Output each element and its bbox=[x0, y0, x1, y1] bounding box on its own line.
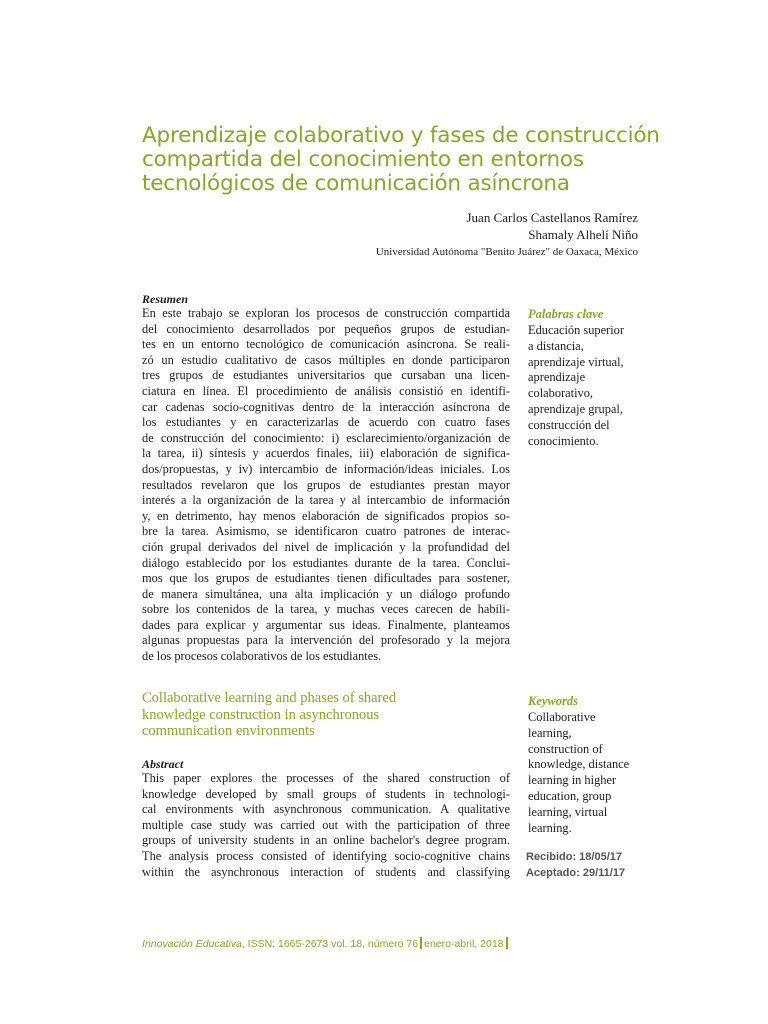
author-affiliation: Universidad Autónoma "Benito Juárez" de Oaxaca, México bbox=[375, 246, 638, 258]
abstract-body bbox=[142, 771, 510, 880]
text-line: resultados revelaron que los grupos de estudiantes prestan mayor bbox=[142, 477, 510, 492]
keyword-line: Collaborative bbox=[528, 710, 596, 724]
keyword-line: conocimiento. bbox=[528, 433, 599, 448]
keyword-line: learning, bbox=[528, 725, 572, 740]
keyword-line: aprendizaje bbox=[528, 370, 586, 385]
title-line: compartida del conocimiento en entornos bbox=[142, 147, 584, 172]
text-line: within the asynchronous interaction of students and classifying bbox=[142, 864, 510, 879]
text-line: tres grupos de estudiantes universitarios que cursaban una licen- bbox=[142, 368, 510, 383]
text-line: ciatura en línea. El procedimiento de análisis consistió en identifi- bbox=[142, 383, 510, 398]
keyword-line: education, group bbox=[528, 788, 612, 803]
footer-issn: , ISSN: 1665-2673 vol. 18, número 76 bbox=[241, 938, 419, 950]
keywords-list bbox=[528, 710, 629, 836]
text-line: la tarea, ii) síntesis y acuerdos finales, iii) elaboración de significa- bbox=[142, 446, 510, 461]
text-line: algunas propuestas para la intervención del profesorado y la mejora bbox=[142, 633, 510, 648]
text-line: los estudiantes y en caracterizarlas de acuerdo con cuatro fases bbox=[142, 415, 510, 430]
keyword-line: construcción del bbox=[528, 417, 610, 432]
english-title-line: communication environments bbox=[142, 723, 315, 739]
palabras-clave-list bbox=[528, 323, 624, 449]
text-line: del conocimiento desarrollados por pequeños grupos de estudian- bbox=[142, 321, 510, 336]
text-line: This paper explores the processes of the shared construction of bbox=[142, 771, 510, 785]
text-line: dades para explicar y argumentar sus ideas. Finalmente, planteamos bbox=[142, 617, 510, 632]
text-line: En este trabajo se exploran los procesos de construcción compartida bbox=[142, 306, 510, 320]
keyword-line: construction of bbox=[528, 741, 603, 756]
text-line: groups of university students in an online bachelor's degree program. bbox=[142, 833, 510, 848]
article-title bbox=[142, 124, 682, 196]
text-line: de manera simultánea, una alta implicación y un diálogo profundo bbox=[142, 586, 510, 601]
text-line: y, en detrimento, hay menos elaboración de significados propios so- bbox=[142, 508, 510, 523]
keyword-line: knowledge, distance bbox=[528, 757, 630, 772]
title-line: tecnológicos de comunicación asíncrona bbox=[142, 171, 570, 196]
abstract-heading: Abstract bbox=[142, 757, 184, 771]
text-line: de construcción del conocimiento: i) esclarecimiento/organización de bbox=[142, 430, 510, 445]
text-line: interés a la organización de la tarea y al intercambio de información bbox=[142, 493, 510, 508]
text-line: zó un estudio cualitativo de casos múltiples en donde participaron bbox=[142, 352, 510, 367]
keyword-line: learning, virtual bbox=[528, 804, 608, 819]
keyword-line: learning in higher bbox=[528, 773, 617, 788]
resumen-body bbox=[142, 306, 510, 665]
text-line: de los procesos colaborativos de los estudiantes. bbox=[142, 649, 382, 664]
footer-separator bbox=[420, 937, 422, 949]
keyword-line: learning. bbox=[528, 820, 572, 835]
footer-period: enero-abril, 2018 bbox=[424, 938, 504, 950]
keywords-heading: Keywords bbox=[528, 694, 578, 708]
text-line: dos/propuestas, y iv) intercambio de información/ideas iniciales. Los bbox=[142, 461, 510, 476]
text-line: multiple case study was carried out with the participation of three bbox=[142, 817, 510, 832]
resumen-heading: Resumen bbox=[142, 292, 189, 306]
journal-footer bbox=[142, 937, 510, 950]
text-line: bre la tarea. Asimismo, se identificaron cuatro patrones de interac- bbox=[142, 524, 510, 539]
text-line: ción grupal derivados del nivel de implicación y la profundidad del bbox=[142, 539, 510, 554]
keyword-line: aprendizaje grupal, bbox=[528, 401, 623, 416]
received-date: Recibido: 18/05/17 bbox=[526, 851, 622, 863]
text-line: diálogo establecido por los estudiantes durante de la tarea. Conclui- bbox=[142, 555, 510, 570]
keyword-line: a distancia, bbox=[528, 338, 584, 353]
keyword-line: colaborativo, bbox=[528, 386, 594, 401]
palabras-clave-heading: Palabras clave bbox=[528, 307, 604, 321]
author-name: Shamaly Alhelí Niño bbox=[528, 227, 638, 242]
text-line: The analysis process consisted of identifying socio-cognitive chains bbox=[142, 848, 510, 863]
text-line: mos que los grupos de estudiantes tienen dificultades para sostener, bbox=[142, 571, 510, 586]
title-line: Aprendizaje colaborativo y fases de construcción bbox=[142, 123, 660, 148]
text-line: car cadenas socio-cognitivas dentro de la interacción asíncrona de bbox=[142, 399, 510, 414]
keyword-line: Educación superior bbox=[528, 323, 624, 337]
text-line: cal environments with asynchronous communication. A qualitative bbox=[142, 802, 510, 817]
text-line: knowledge developed by small groups of students in technologi- bbox=[142, 786, 510, 801]
text-line: tes en un entorno tecnológico de comunicación asíncrona. Se reali- bbox=[142, 337, 510, 352]
author-name: Juan Carlos Castellanos Ramírez bbox=[466, 210, 638, 225]
english-title bbox=[142, 690, 396, 740]
footer-journal-name: Innovación Educativa bbox=[142, 938, 242, 950]
footer-separator bbox=[506, 937, 508, 949]
english-title-line: Collaborative learning and phases of shared bbox=[142, 690, 397, 706]
text-line: sobre los contenidos de la tarea, y muchas veces carecen de habili- bbox=[142, 602, 510, 617]
english-title-line: knowledge construction in asynchronous bbox=[142, 706, 380, 723]
keyword-line: aprendizaje virtual, bbox=[528, 354, 624, 369]
accepted-date: Aceptado: 29/11/17 bbox=[526, 867, 626, 879]
